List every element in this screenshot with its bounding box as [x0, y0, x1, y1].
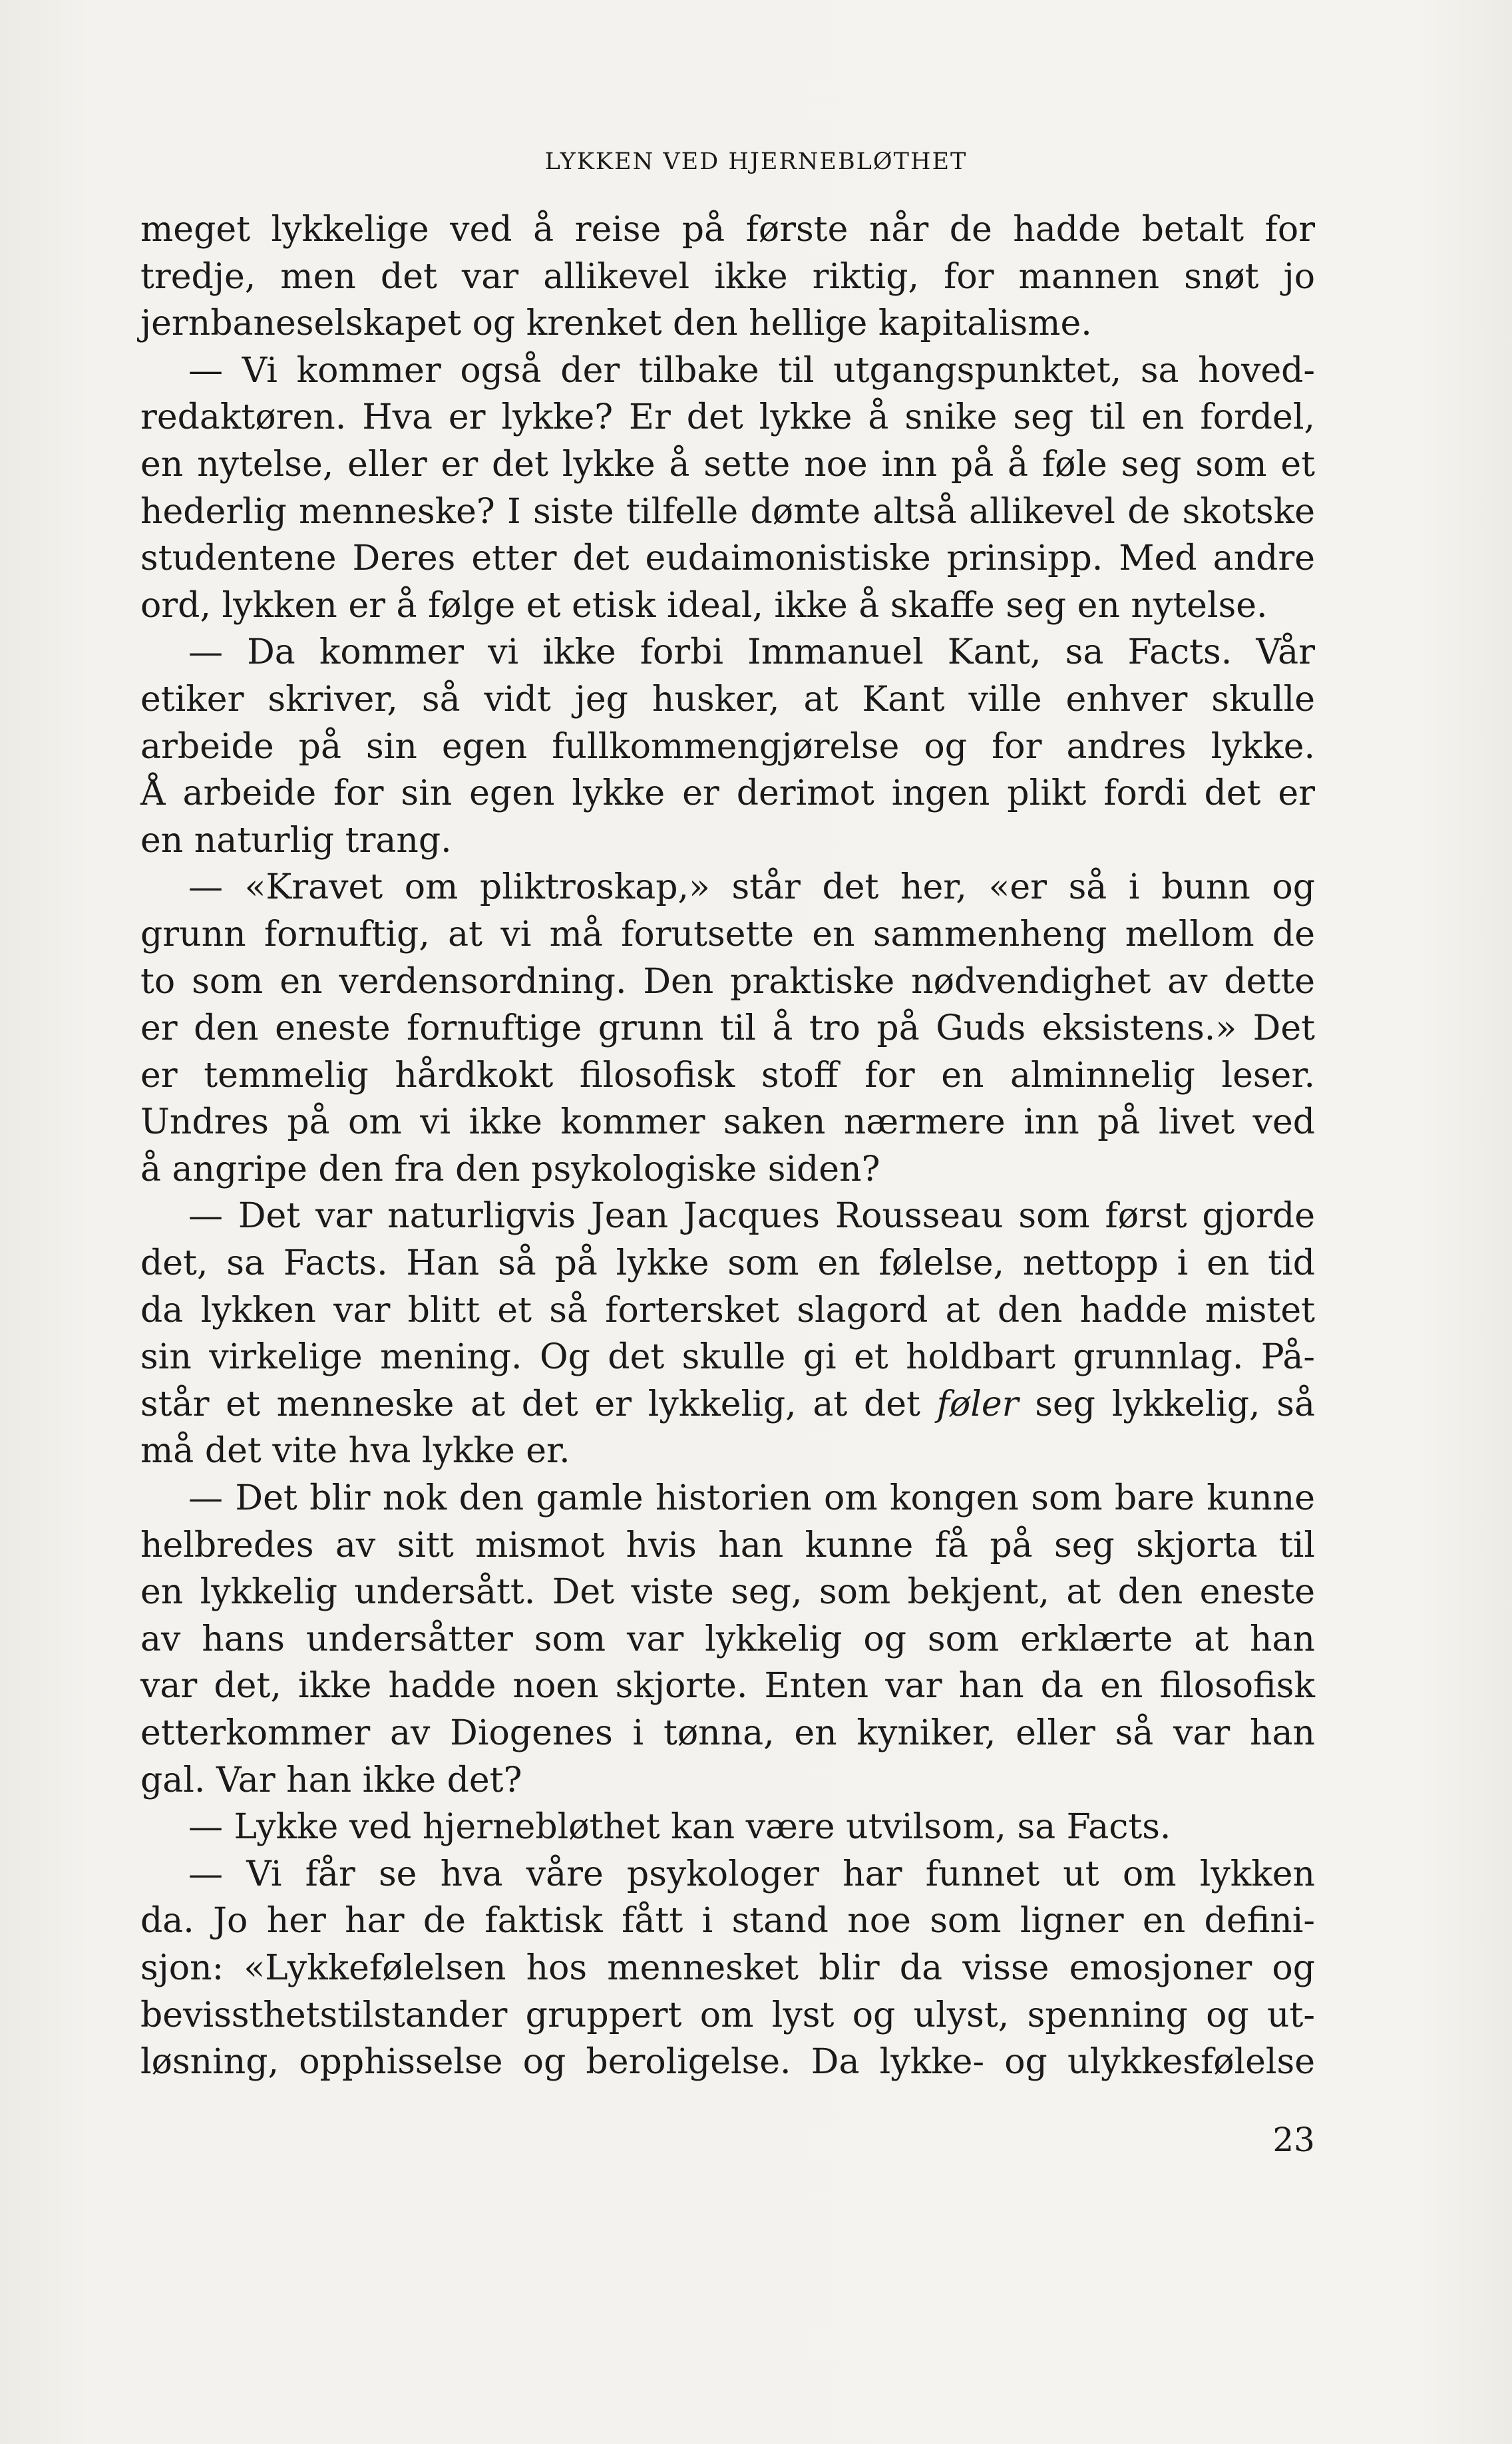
text-line-content: arbeide på sin egen fullkommengjørelse og for andres lykke. — [140, 726, 1315, 767]
text-line-content: — Vi kommer også der tilbake til utgangspunktet, sa hoved- — [188, 350, 1315, 391]
text-line-content: det, sa Facts. Han så på lykke som en følelse, nettopp i en tid — [140, 1243, 1315, 1284]
text-line — [140, 394, 1315, 441]
text-line-content: etterkommer av Diogenes i tønna, en kyniker, eller så var han — [140, 1713, 1315, 1753]
text-line-content: hederlig menneske? I siste tilfelle dømte altså allikevel de skotske — [140, 491, 1315, 532]
text-line-content: jernbaneselskapet og krenket den hellige kapitalisme. — [140, 304, 1092, 344]
text-line-content: en lykkelig undersått. Det viste seg, som bekjent, at den eneste — [140, 1572, 1315, 1613]
text-line — [140, 441, 1315, 489]
text-line-content: av hans undersåtter som var lykkelig og som erklærte at han — [140, 1619, 1315, 1659]
text-line-content: Å arbeide for sin egen lykke er derimot ingen plikt fordi det er — [140, 773, 1315, 814]
text-line-content: sjon: «Lykkefølelsen hos mennesket blir da visse emosjoner og — [140, 1947, 1315, 1988]
running-head: LYKKEN VED HJERNEBLØTHET — [544, 148, 968, 175]
text-line-content: — «Kravet om pliktroskap,» står det her, «er så i bunn og — [188, 867, 1315, 908]
text-line-content: — Vi får se hva våre psykologer har funnet ut om lykken — [188, 1854, 1315, 1894]
text-line — [140, 1005, 1315, 1052]
text-line — [140, 300, 1315, 347]
text-line-content: løsning, opphisselse og beroligelse. Da lykke- og ulykkesfølelse — [140, 2042, 1315, 2083]
text-line-content: bevissthetstilstander gruppert om lyst og ulyst, spenning og ut- — [140, 1995, 1315, 2035]
text-line — [140, 1804, 1315, 1851]
text-line-content — [140, 1384, 1315, 1424]
text-line-content: da. Jo her har de faktisk fått i stand noe som ligner en defini- — [140, 1901, 1315, 1941]
text-line — [140, 1757, 1315, 1804]
text-line-content: to som en verdensordning. Den praktiske nødvendighet av dette — [140, 961, 1315, 1002]
text-line — [140, 723, 1315, 771]
text-line — [140, 1381, 1315, 1428]
text-line-content: en naturlig trang. — [140, 820, 452, 861]
text-line-content: en nytelse, eller er det lykke å sette noe inn på å føle seg som et — [140, 444, 1315, 485]
text-segment: seg lykkelig, så — [1018, 1384, 1315, 1424]
text-line — [140, 1428, 1315, 1475]
text-line-content: sin virkelige mening. Og det skulle gi et holdbart grunnlag. På- — [140, 1337, 1315, 1378]
text-line — [140, 489, 1315, 536]
text-line-content: helbredes av sitt mismot hvis han kunne få på seg skjorta til — [140, 1525, 1315, 1565]
text-line — [140, 676, 1315, 723]
text-line-content: meget lykkelige ved å reise på første når de hadde betalt for — [140, 210, 1315, 250]
text-line — [140, 1287, 1315, 1334]
text-line — [140, 535, 1315, 582]
text-line — [140, 1663, 1315, 1710]
emphasis: føler — [936, 1384, 1019, 1424]
text-line — [140, 629, 1315, 676]
text-line-content: grunn fornuftig, at vi må forutsette en sammenheng mellom de — [140, 914, 1315, 954]
text-line-content: etiker skriver, så vidt jeg husker, at Kant ville enhver skulle — [140, 679, 1315, 719]
text-line — [140, 1052, 1315, 1100]
text-line — [140, 1334, 1315, 1381]
body-text — [140, 206, 1315, 2086]
text-line-content: gal. Var han ikke det? — [140, 1760, 522, 1800]
text-line — [140, 1193, 1315, 1240]
text-line-content: å angripe den fra den psykologiske siden? — [140, 1149, 880, 1189]
text-line-content: — Lykke ved hjernebløthet kan være utvilsom, sa Facts. — [188, 1807, 1171, 1848]
text-line-content: tredje, men det var allikevel ikke riktig, for mannen snøt jo — [140, 256, 1315, 297]
text-line — [140, 347, 1315, 395]
text-line — [140, 1569, 1315, 1616]
text-line — [140, 1522, 1315, 1569]
text-line — [140, 1240, 1315, 1287]
text-line-content: da lykken var blitt et så fortersket slagord at den hadde mistet — [140, 1290, 1315, 1330]
text-line — [140, 817, 1315, 865]
text-line — [140, 2039, 1315, 2086]
text-line-content: var det, ikke hadde noen skjorte. Enten var han da en filosofisk — [140, 1666, 1315, 1707]
text-line — [140, 1475, 1315, 1522]
text-line — [140, 864, 1315, 911]
text-line-content: ord, lykken er å følge et etisk ideal, ikke å skaffe seg en nytelse. — [140, 585, 1268, 626]
text-segment: står et menneske at det er lykkelig, at det — [140, 1384, 937, 1424]
text-line-content: redaktøren. Hva er lykke? Er det lykke å snike seg til en fordel, — [140, 397, 1315, 438]
page-number: 23 — [1272, 2121, 1315, 2159]
text-line — [140, 1992, 1315, 2039]
text-line — [140, 911, 1315, 958]
text-line — [140, 1945, 1315, 1992]
text-line — [140, 770, 1315, 817]
text-line — [140, 1099, 1315, 1146]
text-line — [140, 1616, 1315, 1663]
text-line-content: er den eneste fornuftige grunn til å tro på Guds eksistens.» Det — [140, 1008, 1315, 1049]
text-line-content: er temmelig hårdkokt filosofisk stoff for en alminnelig leser. — [140, 1055, 1315, 1096]
text-line — [140, 1851, 1315, 1898]
text-line — [140, 1898, 1315, 1945]
text-line-content: — Det blir nok den gamle historien om kongen som bare kunne — [188, 1478, 1315, 1519]
text-line-content: må det vite hva lykke er. — [140, 1431, 570, 1472]
text-line — [140, 1146, 1315, 1193]
text-line-content: — Det var naturligvis Jean Jacques Rousseau som først gjorde — [188, 1196, 1315, 1237]
text-line — [140, 958, 1315, 1006]
text-line — [140, 1710, 1315, 1757]
text-line-content: studentene Deres etter det eudaimonistiske prinsipp. Med andre — [140, 538, 1315, 579]
text-line — [140, 254, 1315, 301]
text-line-content: — Da kommer vi ikke forbi Immanuel Kant, sa Facts. Vår — [188, 632, 1315, 673]
text-line-content: Undres på om vi ikke kommer saken nærmere inn på livet ved — [140, 1102, 1315, 1143]
text-line — [140, 582, 1315, 630]
text-line — [140, 206, 1315, 254]
